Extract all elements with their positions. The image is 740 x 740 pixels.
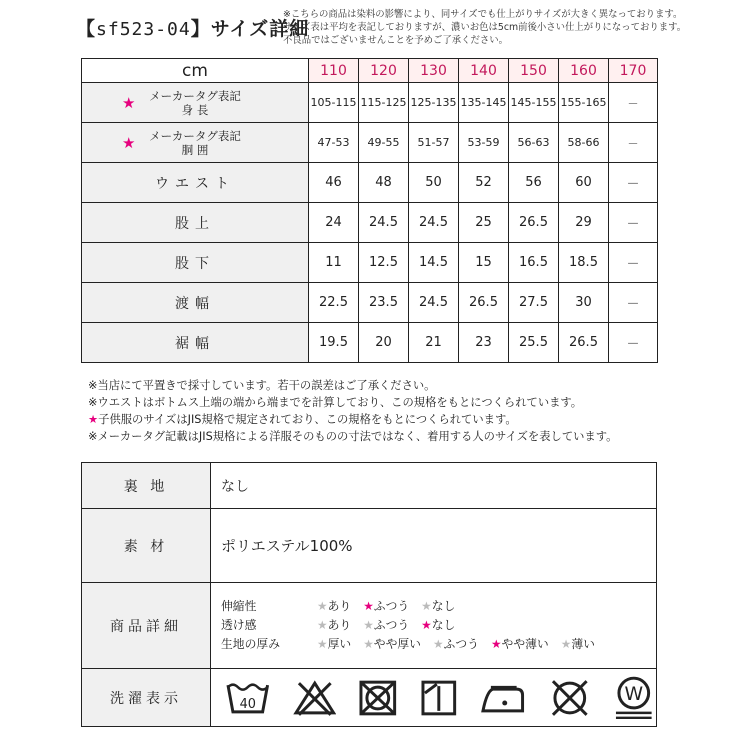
star-icon: ★ (363, 637, 374, 651)
table-row (82, 463, 657, 509)
star-icon: ★ (317, 618, 328, 632)
table-cell: 15 (459, 243, 509, 283)
detail-option: ★やや薄い (490, 637, 549, 651)
page-title (76, 14, 309, 41)
table-row (82, 203, 658, 243)
table-cell: － (609, 123, 658, 163)
table-cell: 49-55 (359, 123, 409, 163)
star-icon: ★ (317, 637, 328, 651)
table-cell: 47-53 (309, 123, 359, 163)
unit-label: cm (82, 59, 309, 83)
table-cell: 52 (459, 163, 509, 203)
table-cell: 30 (559, 283, 609, 323)
table-cell: 24.5 (409, 283, 459, 323)
table-cell: 20 (359, 323, 409, 363)
iron-low-icon (479, 679, 527, 717)
wet-clean-letter: W (624, 683, 644, 705)
table-row (82, 323, 658, 363)
size-header: 160 (559, 59, 609, 83)
table-cell: 16.5 (509, 243, 559, 283)
row-label-waist: ウエスト (82, 163, 309, 203)
table-cell: 115-125 (359, 83, 409, 123)
star-icon: ★ (363, 618, 374, 632)
detail-option: ★厚い (317, 637, 352, 651)
row-label-thigh-width: 渡幅 (82, 283, 309, 323)
no-dry-clean-icon (549, 678, 591, 718)
table-cell: 105-115 (309, 83, 359, 123)
table-cell: 51-57 (409, 123, 459, 163)
material-label: 素 材 (82, 509, 211, 583)
product-code: sf523-04 (96, 19, 191, 40)
row-label-rise: 股上 (82, 203, 309, 243)
size-header: 120 (359, 59, 409, 83)
tag-note: メーカータグ表記 (149, 128, 241, 143)
table-cell: 24 (309, 203, 359, 243)
table-cell: 48 (359, 163, 409, 203)
size-header: 170 (609, 59, 658, 83)
detail-option: ★なし (421, 618, 456, 632)
table-cell: 155-165 (559, 83, 609, 123)
table-cell: 56 (509, 163, 559, 203)
star-icon: ★ (560, 637, 572, 651)
table-cell: 46 (309, 163, 359, 203)
table-cell: － (609, 283, 658, 323)
table-cell: 24.5 (359, 203, 409, 243)
table-cell: 56-63 (509, 123, 559, 163)
washing-label: 洗濯表示 (82, 669, 211, 727)
table-cell: 50 (409, 163, 459, 203)
table-cell: 25 (459, 203, 509, 243)
size-table (81, 58, 658, 363)
table-cell: － (609, 163, 658, 203)
row-label-inseam: 股下 (82, 243, 309, 283)
row-label-height (82, 83, 309, 123)
product-info-table (81, 462, 657, 727)
top-notes (283, 8, 686, 47)
material-value: ポリエステル100% (211, 509, 657, 583)
size-header: 140 (459, 59, 509, 83)
details-value (211, 583, 657, 669)
line-dry-icon (420, 679, 458, 717)
table-row (82, 669, 657, 727)
washing-icons (211, 669, 657, 727)
star-icon: ★ (490, 637, 502, 651)
star-icon: ★ (317, 599, 328, 613)
table-row (82, 509, 657, 583)
table-cell: 26.5 (509, 203, 559, 243)
table-cell: 22.5 (309, 283, 359, 323)
star-icon: ★ (363, 599, 374, 613)
detail-thickness: 生地の厚み ★厚い ★やや厚い ★ふつう ★やや薄い ★薄い (221, 635, 656, 654)
detail-option: ★ふつう (432, 637, 479, 651)
table-cell: － (609, 203, 658, 243)
no-tumble-dry-icon (358, 679, 398, 717)
table-cell: 19.5 (309, 323, 359, 363)
title-prefix: 【 (76, 18, 97, 40)
detail-stretch: 伸縮性 ★あり ★ふつう ★なし (221, 597, 656, 616)
star-icon: ★ (122, 133, 136, 152)
detail-option: ★ふつう (363, 599, 410, 613)
table-cell: － (609, 323, 658, 363)
detail-option: ★ふつう (363, 618, 410, 632)
table-cell: － (609, 83, 658, 123)
wet-clean-icon (612, 675, 656, 721)
table-cell: 24.5 (409, 203, 459, 243)
star-icon: ★ (88, 413, 99, 426)
table-row (82, 283, 658, 323)
top-note: ※こちらの商品は染料の影響により、同サイズでも仕上がりサイズが大きく異なっております。 (283, 9, 683, 20)
size-header: 110 (309, 59, 359, 83)
table-cell: 23.5 (359, 283, 409, 323)
wash-temp: 40 (239, 696, 256, 712)
detail-sheerness: 透け感 ★あり ★ふつう ★なし (221, 616, 656, 635)
table-cell: 60 (559, 163, 609, 203)
table-row (82, 163, 658, 203)
table-cell: 14.5 (409, 243, 459, 283)
table-cell: 58-66 (559, 123, 609, 163)
table-row (82, 583, 657, 669)
size-header: 130 (409, 59, 459, 83)
table-row (82, 123, 658, 163)
wash-40-icon (225, 679, 271, 717)
note-line: ★子供服のサイズはJIS規格で規定されており、この規格をもとにつくられています。 (88, 413, 517, 426)
note-line: ※メーカータグ記載はJIS規格による洋服そのものの寸法ではなく、着用する人のサイズを表しています。 (88, 430, 618, 443)
star-icon: ★ (421, 599, 432, 613)
lining-value: なし (211, 463, 657, 509)
table-row (82, 243, 658, 283)
table-cell: 18.5 (559, 243, 609, 283)
no-bleach-icon (293, 679, 337, 717)
table-cell: 12.5 (359, 243, 409, 283)
table-row (82, 83, 658, 123)
table-cell: 135-145 (459, 83, 509, 123)
detail-option: ★薄い (560, 637, 595, 651)
table-cell: 26.5 (559, 323, 609, 363)
size-header: 150 (509, 59, 559, 83)
detail-option: ★あり (317, 599, 352, 613)
top-note: サイズ表は平均を表記しておりますが、濃いお色は5cm前後小さい仕上がりになっております。 (283, 22, 687, 33)
row-label-text: 胴 囲 (181, 142, 209, 157)
tag-note: メーカータグ表記 (149, 88, 241, 103)
table-cell: 21 (409, 323, 459, 363)
detail-option: ★やや厚い (363, 637, 421, 651)
details-label: 商品詳細 (82, 583, 211, 669)
row-label-hem-width: 裾幅 (82, 323, 309, 363)
note-line: ※当店にて平置きで採寸しています。若干の誤差はご了承ください。 (88, 379, 436, 392)
note-line: ※ウエストはボトムス上端の端から端までを計算しており、この規格をもとにつくられています。 (88, 396, 583, 409)
title-suffix: 】サイズ詳細 (190, 18, 310, 40)
table-cell: 125-135 (409, 83, 459, 123)
detail-option: ★なし (421, 599, 456, 613)
detail-option: ★あり (317, 618, 352, 632)
star-icon: ★ (421, 618, 432, 632)
table-cell: 145-155 (509, 83, 559, 123)
lining-label: 裏 地 (82, 463, 211, 509)
table-cell: － (609, 243, 658, 283)
star-icon: ★ (432, 637, 444, 651)
top-note: 不良品ではございませんことを予めご了承ください。 (283, 35, 509, 46)
table-cell: 53-59 (459, 123, 509, 163)
measurement-notes (88, 377, 617, 445)
table-cell: 27.5 (509, 283, 559, 323)
table-cell: 11 (309, 243, 359, 283)
table-cell: 23 (459, 323, 509, 363)
row-label-waist-tag (82, 123, 309, 163)
star-icon: ★ (122, 93, 136, 112)
table-cell: 25.5 (509, 323, 559, 363)
table-cell: 29 (559, 203, 609, 243)
row-label-text: 身 長 (181, 102, 209, 117)
size-header-row (82, 59, 658, 83)
table-cell: 26.5 (459, 283, 509, 323)
